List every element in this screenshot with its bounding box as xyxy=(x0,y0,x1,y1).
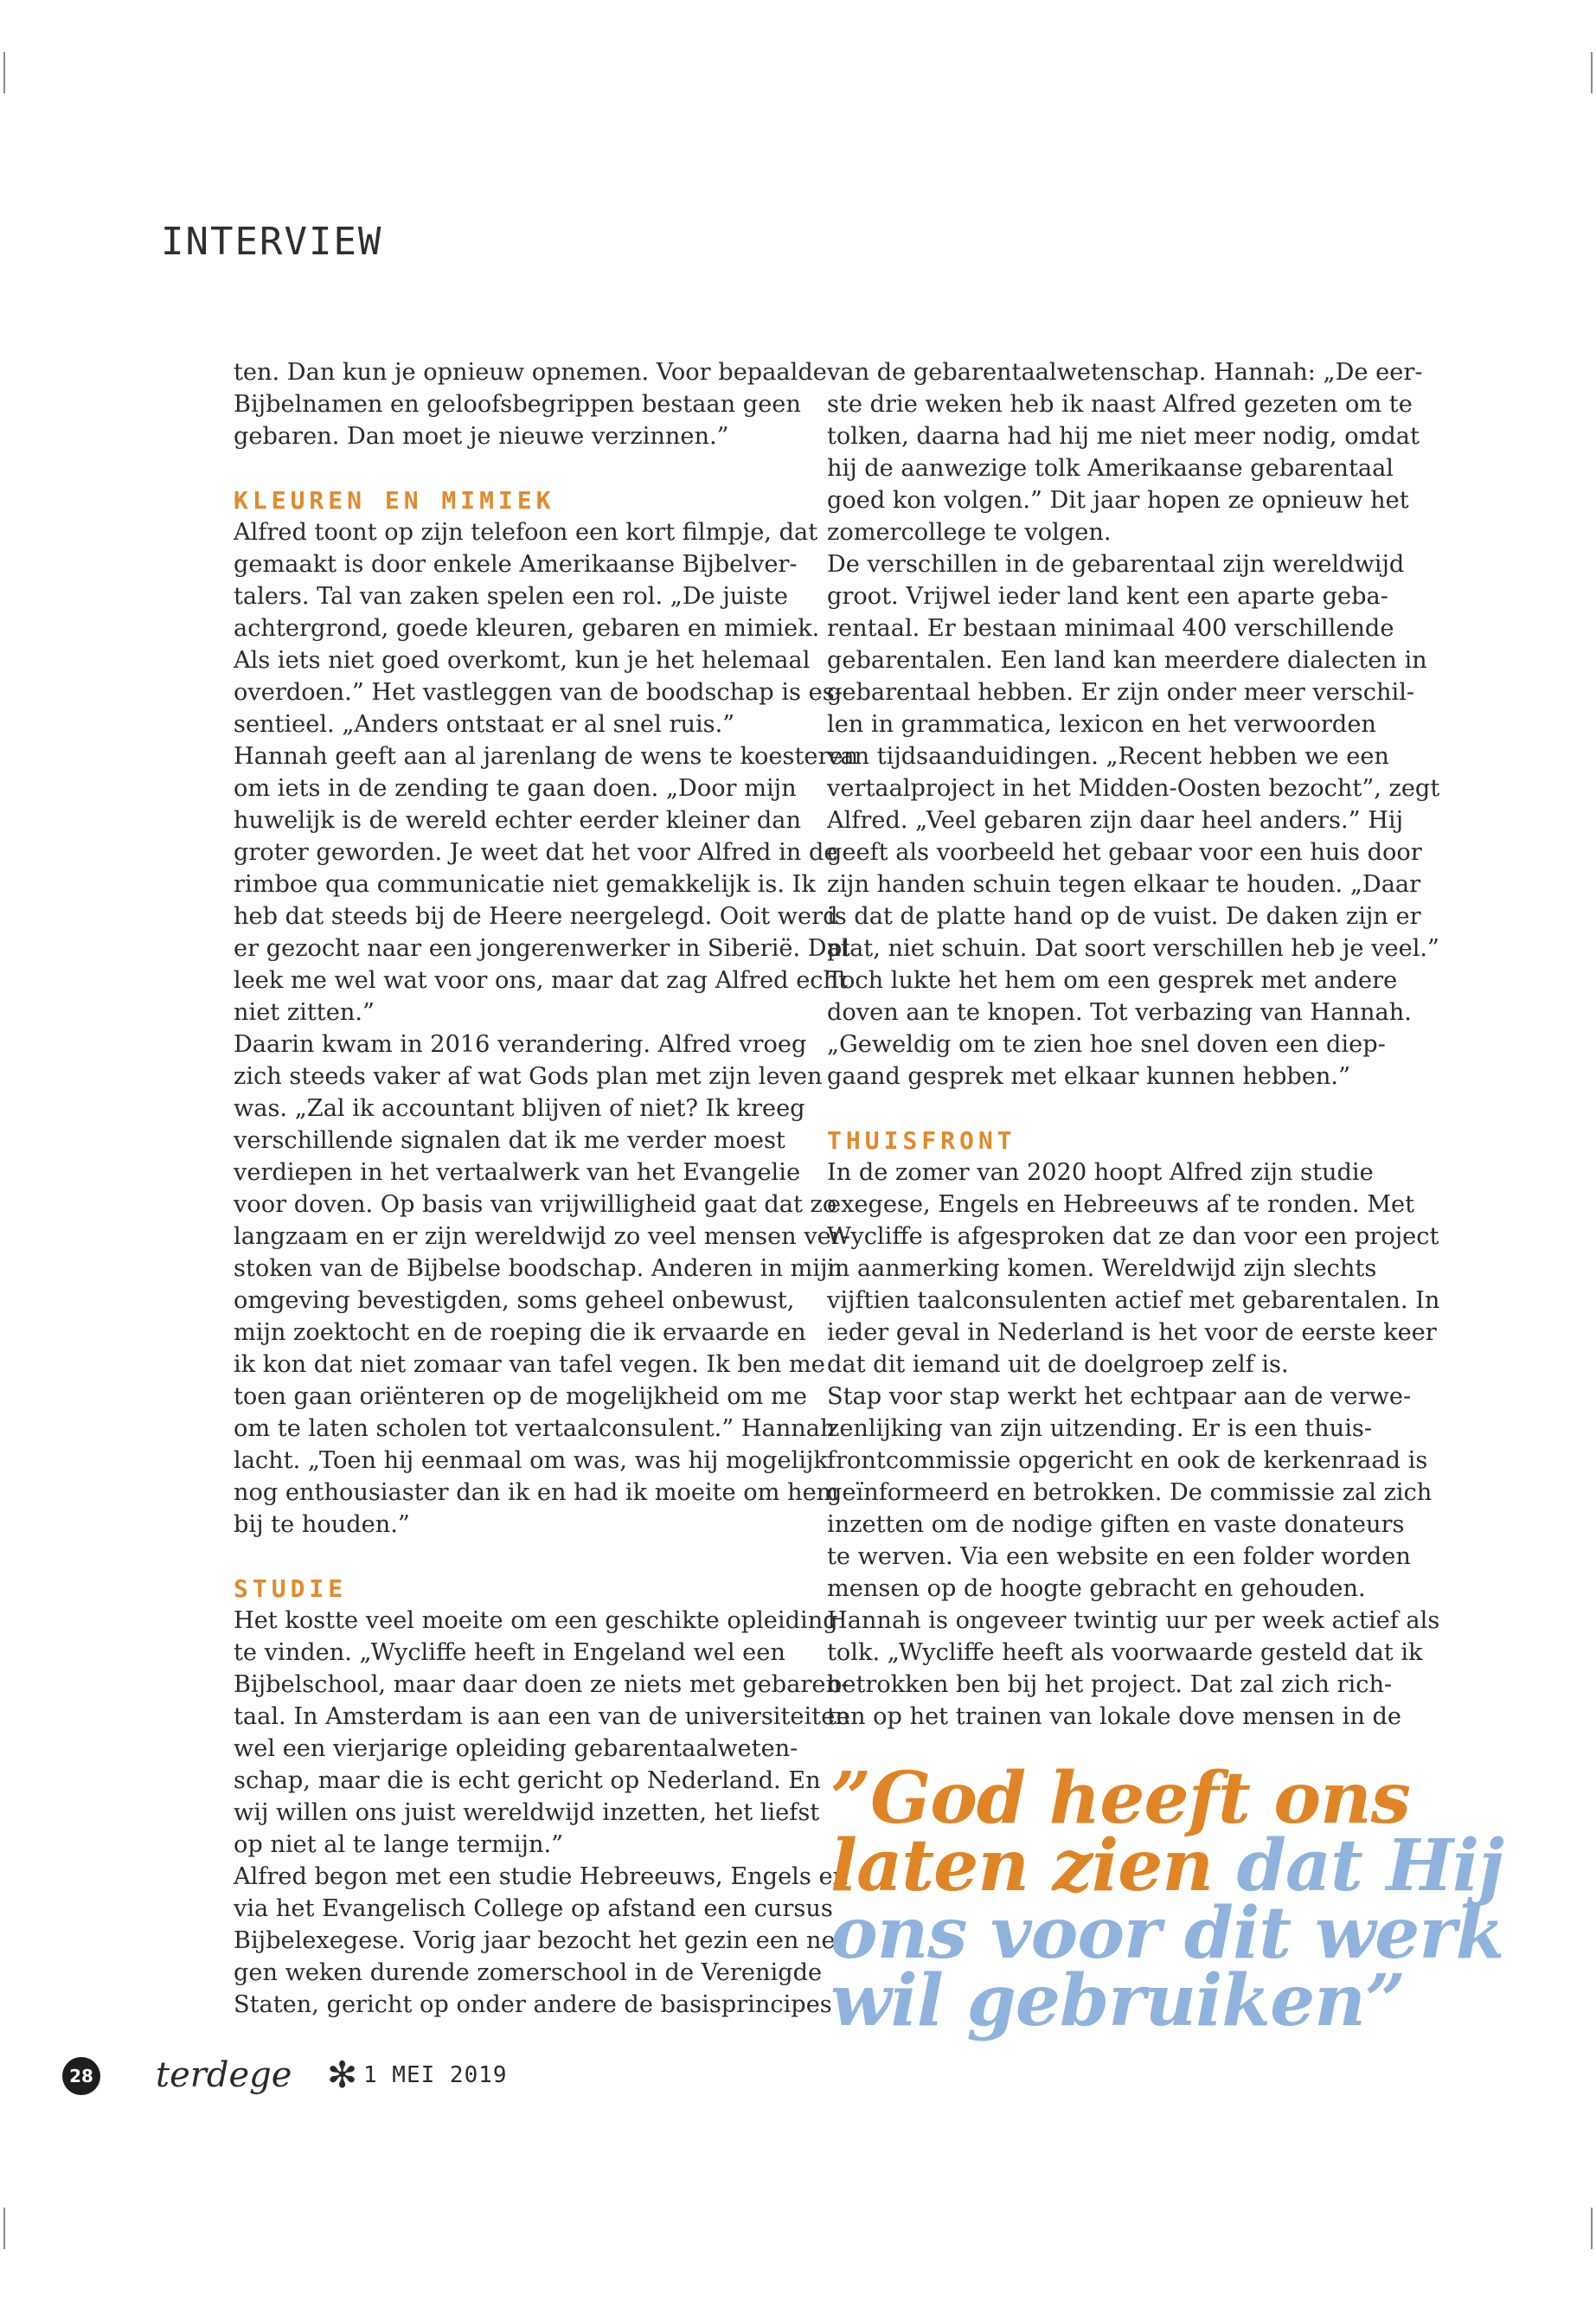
text-line: huwelijk is de wereld echter eerder kleiner dan xyxy=(234,807,802,834)
text-line: zich steeds vaker af wat Gods plan met zijn leven xyxy=(234,1063,823,1090)
text-line: zomercollege te volgen. xyxy=(827,519,1112,546)
text-line: len in grammatica, lexicon en het verwoorden xyxy=(827,711,1376,738)
text-line: taal. In Amsterdam is aan een van de universiteiten xyxy=(234,1703,850,1730)
left-intro-paragraph xyxy=(234,356,827,452)
text-line: om iets in de zending te gaan doen. „Door mijn xyxy=(234,775,797,802)
text-line: omgeving bevestigden, soms geheel onbewust, xyxy=(234,1287,795,1314)
text-line: verdiepen in het vertaalwerk van het Evangelie xyxy=(234,1159,801,1186)
text-line: vertaalproject in het Midden-Oosten bezocht”, zegt xyxy=(827,775,1440,802)
text-line: inzetten om de nodige giften en vaste donateurs xyxy=(827,1511,1405,1538)
text-line: leek me wel wat voor ons, maar dat zag Alfred echt xyxy=(234,967,848,994)
text-line: Staten, gericht op onder andere de basisprincipes xyxy=(234,1991,832,2018)
text-line: verschillende signalen dat ik me verder moest xyxy=(234,1127,785,1154)
section-heading-thuisfront: THUISFRONT xyxy=(827,1126,1016,1155)
text-line: achtergrond, goede kleuren, gebaren en mimiek. xyxy=(234,615,820,642)
text-line: goed kon volgen.” Dit jaar hopen ze opnieuw het xyxy=(827,487,1409,514)
text-line: vijftien taalconsulenten actief met gebarentalen. In xyxy=(827,1287,1440,1314)
text-line: langzaam en er zijn wereldwijd zo veel mensen ver- xyxy=(234,1223,850,1250)
text-line: gebarentalen. Een land kan meerdere dialecten in xyxy=(827,647,1427,674)
text-line: frontcommissie opgericht en ook de kerkenraad is xyxy=(827,1447,1428,1474)
text-line: van tijdsaanduidingen. „Recent hebben we een xyxy=(827,743,1389,770)
text-line: ten op het trainen van lokale dove mensen in de xyxy=(827,1703,1401,1730)
text-line: rentaal. Er bestaan minimaal 400 verschillende xyxy=(827,615,1394,642)
text-line: van de gebarentaalwetenschap. Hannah: „De eer- xyxy=(827,359,1423,386)
text-line: geeft als voorbeeld het gebaar voor een huis door xyxy=(827,839,1422,866)
text-line: tolk. „Wycliffe heeft als voorwaarde gesteld dat ik xyxy=(827,1639,1423,1666)
text-line: Bijbelschool, maar daar doen ze niets met gebaren- xyxy=(234,1671,849,1698)
text-line: gaand gesprek met elkaar kunnen hebben.” xyxy=(827,1063,1350,1090)
text-line: Hannah is ongeveer twintig uur per week actief als xyxy=(827,1607,1440,1634)
text-line: Bijbelnamen en geloofsbegrippen bestaan geen xyxy=(234,391,801,418)
text-line: niet zitten.” xyxy=(234,999,375,1026)
text-line: dat dit iemand uit de doelgroep zelf is. xyxy=(827,1351,1289,1378)
text-line: gebarentaal hebben. Er zijn onder meer verschil- xyxy=(827,679,1415,706)
text-line: mijn zoektocht en de roeping die ik ervaarde en xyxy=(234,1319,806,1346)
text-line: wij willen ons juist wereldwijd inzetten, het liefst xyxy=(234,1799,820,1826)
text-line: sentieel. „Anders ontstaat er al snel ruis.” xyxy=(234,711,735,738)
text-line: te vinden. „Wycliffe heeft in Engeland wel een xyxy=(234,1639,785,1666)
text-line: Het kostte veel moeite om een geschikte opleiding xyxy=(234,1607,838,1634)
page-number: 28 xyxy=(62,2057,100,2095)
text-line: talers. Tal van zaken spelen een rol. „De juiste xyxy=(234,583,788,610)
section-heading-kleuren-en-mimiek: KLEUREN EN MIMIEK xyxy=(234,486,555,515)
pull-quote-line: ons voor dit werk xyxy=(830,1892,1504,1975)
issue-date: 1 MEI 2019 xyxy=(363,2062,508,2088)
crop-mark-top-left xyxy=(3,52,5,93)
crop-mark-bottom-left xyxy=(3,2208,5,2249)
text-line: heb dat steeds bij de Heere neergelegd. Ooit werd xyxy=(234,903,838,930)
text-line: Alfred begon met een studie Hebreeuws, Engels en xyxy=(234,1863,849,1890)
text-line: plat, niet schuin. Dat soort verschillen heb je veel.” xyxy=(827,935,1439,962)
text-line: overdoen.” Het vastleggen van de boodschap is es- xyxy=(234,679,843,706)
text-line: geïnformeerd en betrokken. De commissie zal zich xyxy=(827,1479,1433,1506)
pull-quote xyxy=(830,1757,1574,2042)
text-line: Bijbelexegese. Vorig jaar bezocht het gezin een ne- xyxy=(234,1927,843,1954)
section-label: INTERVIEW xyxy=(161,220,383,264)
text-line: In de zomer van 2020 hoopt Alfred zijn studie xyxy=(827,1159,1374,1186)
text-line: voor doven. Op basis van vrijwilligheid gaat dat zo xyxy=(234,1191,837,1218)
text-line: ten. Dan kun je opnieuw opnemen. Voor bepaalde xyxy=(234,359,827,386)
text-line: stoken van de Bijbelse boodschap. Anderen in mijn xyxy=(234,1255,843,1282)
text-line: „Geweldig om te zien hoe snel doven een diep- xyxy=(827,1031,1386,1058)
text-line: tolken, daarna had hij me niet meer nodig, omdat xyxy=(827,423,1420,450)
right-column xyxy=(827,356,1440,1733)
text-line: ik kon dat niet zomaar van tafel vegen. Ik ben me xyxy=(234,1351,825,1378)
text-line: groot. Vrijwel ieder land kent een aparte geba- xyxy=(827,583,1388,610)
text-line: zijn handen schuin tegen elkaar te houden. „Daar xyxy=(827,871,1421,898)
page-footer xyxy=(62,2054,581,2097)
text-line: in aanmerking komen. Wereldwijd zijn slechts xyxy=(827,1255,1377,1282)
text-line: Alfred. „Veel gebaren zijn daar heel anders.” Hij xyxy=(827,807,1404,834)
section-body-thuisfront xyxy=(827,1157,1440,1733)
text-line: bij te houden.” xyxy=(234,1511,410,1538)
right-intro-paragraph xyxy=(827,356,1440,1093)
section-body-studie xyxy=(234,1605,850,2021)
text-line: Wycliffe is afgesproken dat ze dan voor een project xyxy=(827,1223,1439,1250)
text-line: nog enthousiaster dan ik en had ik moeite om hem xyxy=(234,1479,839,1506)
text-line: Hannah geeft aan al jarenlang de wens te koesteren xyxy=(234,743,859,770)
section-heading-studie: STUDIE xyxy=(234,1574,348,1603)
magazine-logo: terdege xyxy=(156,2055,292,2095)
text-line: toen gaan oriënteren op de mogelijkheid om me xyxy=(234,1383,807,1410)
text-line: Als iets niet goed overkomt, kun je het helemaal xyxy=(234,647,811,674)
text-line: groter geworden. Je weet dat het voor Alfred in de xyxy=(234,839,838,866)
text-line: Daarin kwam in 2016 verandering. Alfred vroeg xyxy=(234,1031,807,1058)
pull-quote-orange-part: laten zien xyxy=(830,1824,1237,1907)
text-line: Alfred toont op zijn telefoon een kort filmpje, dat xyxy=(234,519,818,546)
text-line: ieder geval in Nederland is het voor de eerste keer xyxy=(827,1319,1437,1346)
text-line: op niet al te lange termijn.” xyxy=(234,1831,563,1858)
text-line: Toch lukte het hem om een gesprek met andere xyxy=(827,967,1398,994)
text-line: doven aan te knopen. Tot verbazing van Hannah. xyxy=(827,999,1412,1026)
text-line: betrokken ben bij het project. Dat zal zich rich- xyxy=(827,1671,1393,1698)
text-line: om te laten scholen tot vertaalconsulent.” Hannah xyxy=(234,1415,836,1442)
section-body-kleuren-en-mimiek xyxy=(234,516,859,1541)
text-line: te werven. Via een website en een folder worden xyxy=(827,1543,1411,1570)
text-line: rimboe qua communicatie niet gemakkelijk is. Ik xyxy=(234,871,816,898)
text-line: via het Evangelisch College op afstand een cursus xyxy=(234,1895,833,1922)
text-line: ste drie weken heb ik naast Alfred gezeten om te xyxy=(827,391,1413,418)
text-line: is dat de platte hand op de vuist. De daken zijn er xyxy=(827,903,1421,930)
text-line: mensen op de hoogte gebracht en gehouden. xyxy=(827,1575,1366,1602)
text-line: exegese, Engels en Hebreeuws af te ronden. Met xyxy=(827,1191,1415,1218)
pull-quote-line xyxy=(830,1824,1574,1907)
pull-quote-line: ”God heeft ons xyxy=(830,1757,1410,1840)
text-line: was. „Zal ik accountant blijven of niet? Ik kreeg xyxy=(234,1095,805,1122)
text-line: Stap voor stap werkt het echtpaar aan de verwe- xyxy=(827,1383,1412,1410)
pull-quote-blue-part: dat Hij xyxy=(1236,1824,1503,1907)
text-line: hij de aanwezige tolk Amerikaanse gebarentaal xyxy=(827,455,1394,482)
text-line: De verschillen in de gebarentaal zijn wereldwijd xyxy=(827,551,1405,578)
crop-mark-top-right xyxy=(1591,52,1593,93)
crop-mark-bottom-right xyxy=(1591,2208,1593,2249)
left-column xyxy=(234,356,859,2021)
text-line: lacht. „Toen hij eenmaal om was, was hij mogelijk xyxy=(234,1447,828,1474)
text-line: gen weken durende zomerschool in de Verenigde xyxy=(234,1959,823,1986)
asterisk-icon: ✻ xyxy=(327,2054,358,2096)
pull-quote-line: wil gebruiken” xyxy=(830,1959,1406,2042)
text-line: zenlijking van zijn uitzending. Er is een thuis- xyxy=(827,1415,1373,1442)
text-line: wel een vierjarige opleiding gebarentaalweten- xyxy=(234,1735,798,1762)
text-line: gemaakt is door enkele Amerikaanse Bijbelver- xyxy=(234,551,798,578)
text-line: gebaren. Dan moet je nieuwe verzinnen.” xyxy=(234,423,729,450)
text-line: schap, maar die is echt gericht op Nederland. En xyxy=(234,1767,821,1794)
text-line: er gezocht naar een jongerenwerker in Siberië. Dat xyxy=(234,935,850,962)
